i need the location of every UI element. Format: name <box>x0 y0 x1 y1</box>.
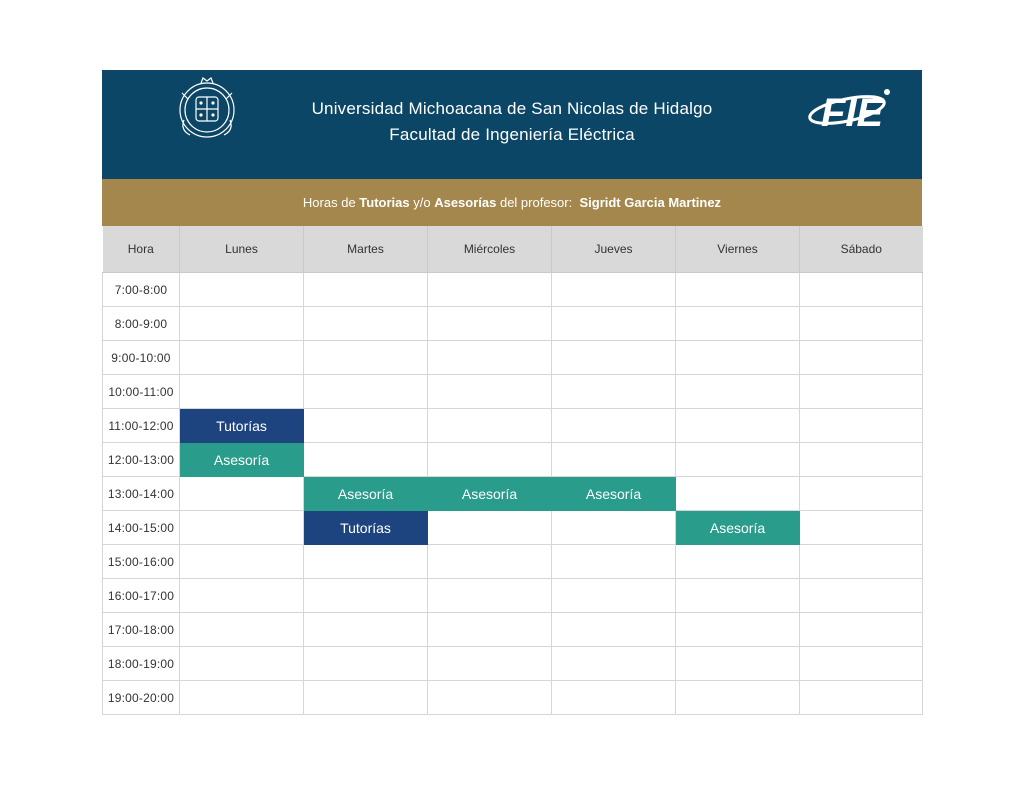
hour-cell: 19:00-20:00 <box>103 681 180 715</box>
schedule-cell <box>552 341 676 375</box>
schedule-cell <box>428 443 552 477</box>
schedule-cell <box>800 511 923 545</box>
schedule-cell <box>304 341 428 375</box>
table-row <box>103 375 923 409</box>
schedule-cell <box>676 681 800 715</box>
schedule-cell <box>428 545 552 579</box>
professor-name: Sigridt Garcia Martinez <box>579 195 722 210</box>
table-row <box>103 273 923 307</box>
schedule-cell <box>552 443 676 477</box>
hour-cell: 18:00-19:00 <box>103 647 180 681</box>
schedule-cell <box>428 647 552 681</box>
hour-cell: 12:00-13:00 <box>103 443 180 477</box>
schedule-cell <box>800 307 923 341</box>
schedule-cell <box>304 307 428 341</box>
schedule-cell <box>676 375 800 409</box>
schedule-cell <box>552 545 676 579</box>
table-header-row <box>103 226 923 273</box>
column-header: Sábado <box>800 226 923 273</box>
schedule-cell <box>552 647 676 681</box>
banner-tutorias: Tutorias <box>359 195 410 210</box>
column-header: Viernes <box>676 226 800 273</box>
table-row <box>103 545 923 579</box>
schedule-cell <box>180 545 304 579</box>
schedule-cell <box>676 647 800 681</box>
banner-asesorias: Asesorías <box>434 195 497 210</box>
schedule-cell <box>304 579 428 613</box>
schedule-cell <box>180 647 304 681</box>
professor-banner <box>102 179 922 226</box>
table-row <box>103 307 923 341</box>
schedule-cell <box>428 307 552 341</box>
schedule-cell <box>800 273 923 307</box>
table-row <box>103 443 923 477</box>
column-header: Jueves <box>552 226 676 273</box>
schedule-cell <box>676 341 800 375</box>
schedule-cell <box>180 273 304 307</box>
schedule-table <box>102 226 923 715</box>
schedule-cell <box>676 307 800 341</box>
asesoria-slot: Asesoría <box>552 477 676 511</box>
hour-cell: 11:00-12:00 <box>103 409 180 443</box>
hour-cell: 8:00-9:00 <box>103 307 180 341</box>
faculty-name: Facultad de Ingeniería Eléctrica <box>389 125 635 144</box>
schedule-cell <box>180 681 304 715</box>
header <box>102 70 922 179</box>
schedule-cell <box>180 341 304 375</box>
schedule-cell <box>428 409 552 443</box>
schedule-cell <box>304 613 428 647</box>
asesoria-slot: Asesoría <box>304 477 428 511</box>
schedule-cell <box>800 613 923 647</box>
hour-cell: 14:00-15:00 <box>103 511 180 545</box>
schedule-cell <box>800 443 923 477</box>
schedule-cell <box>676 613 800 647</box>
schedule-cell <box>800 409 923 443</box>
schedule-cell <box>304 409 428 443</box>
schedule-cell <box>552 681 676 715</box>
schedule-cell <box>552 273 676 307</box>
schedule-cell <box>428 375 552 409</box>
schedule-cell <box>552 307 676 341</box>
schedule-cell <box>304 681 428 715</box>
column-header: Martes <box>304 226 428 273</box>
university-name: Universidad Michoacana de San Nicolas de Hidalgo <box>311 99 713 118</box>
asesoria-slot: Asesoría <box>428 477 552 511</box>
schedule-cell <box>428 511 552 545</box>
svg-text:FIE: FIE <box>821 91 884 135</box>
schedule-cell <box>180 613 304 647</box>
schedule-cell <box>800 341 923 375</box>
hour-cell: 7:00-8:00 <box>103 273 180 307</box>
column-header: Hora <box>103 226 180 273</box>
schedule-cell <box>304 443 428 477</box>
table-row <box>103 341 923 375</box>
schedule-cell <box>800 477 923 511</box>
schedule-cell <box>180 375 304 409</box>
table-row <box>103 409 923 443</box>
banner-mid: y/o <box>409 195 435 210</box>
schedule-cell <box>676 545 800 579</box>
table-row <box>103 681 923 715</box>
schedule-cell <box>800 681 923 715</box>
schedule-cell <box>180 511 304 545</box>
hour-cell: 13:00-14:00 <box>103 477 180 511</box>
schedule-cell <box>180 307 304 341</box>
schedule-cell <box>800 647 923 681</box>
schedule-cell <box>676 443 800 477</box>
table-row <box>103 613 923 647</box>
schedule-document <box>102 70 922 715</box>
banner-prefix: Horas de <box>302 195 360 210</box>
asesoria-slot: Asesoría <box>180 443 304 477</box>
schedule-cell <box>676 477 800 511</box>
schedule-cell <box>552 613 676 647</box>
hour-cell: 16:00-17:00 <box>103 579 180 613</box>
schedule-cell <box>428 341 552 375</box>
column-header: Lunes <box>180 226 304 273</box>
schedule-cell <box>800 545 923 579</box>
fie-logo <box>807 80 893 136</box>
banner-suffix: del profesor: <box>496 195 580 210</box>
table-row <box>103 647 923 681</box>
schedule-cell <box>304 545 428 579</box>
schedule-cell <box>180 579 304 613</box>
schedule-cell <box>304 647 428 681</box>
column-header: Miércoles <box>428 226 552 273</box>
hour-cell: 17:00-18:00 <box>103 613 180 647</box>
schedule-cell <box>800 579 923 613</box>
hour-cell: 15:00-16:00 <box>103 545 180 579</box>
schedule-cell <box>552 511 676 545</box>
schedule-cell <box>428 579 552 613</box>
schedule-cell <box>676 273 800 307</box>
schedule-cell <box>552 579 676 613</box>
schedule-cell <box>800 375 923 409</box>
schedule-cell <box>552 409 676 443</box>
schedule-cell <box>304 273 428 307</box>
asesoria-slot: Asesoría <box>676 511 800 545</box>
schedule-cell <box>428 681 552 715</box>
schedule-cell <box>428 613 552 647</box>
schedule-cell <box>552 375 676 409</box>
hour-cell: 10:00-11:00 <box>103 375 180 409</box>
schedule-cell <box>304 375 428 409</box>
table-row <box>103 477 923 511</box>
tutoria-slot: Tutorías <box>180 409 304 443</box>
schedule-cell <box>676 579 800 613</box>
schedule-cell <box>180 477 304 511</box>
hour-cell: 9:00-10:00 <box>103 341 180 375</box>
tutoria-slot: Tutorías <box>304 511 428 545</box>
schedule-cell <box>428 273 552 307</box>
table-row <box>103 579 923 613</box>
schedule-cell <box>676 409 800 443</box>
table-row <box>103 511 923 545</box>
